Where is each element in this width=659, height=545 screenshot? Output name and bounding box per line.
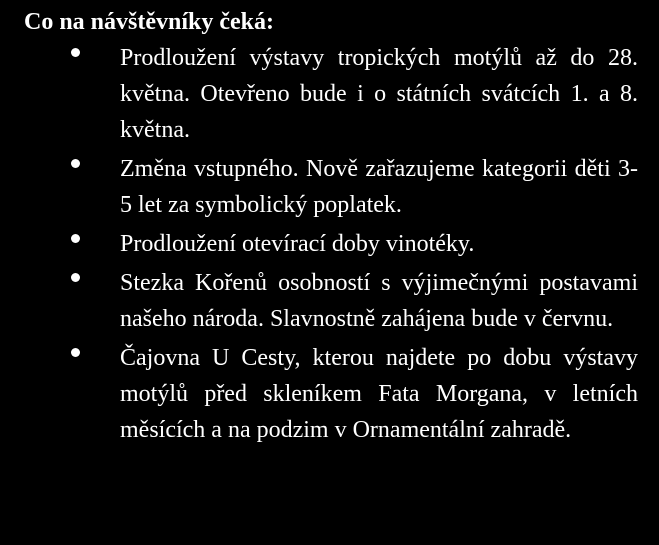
bullet-icon: [71, 234, 80, 243]
list-item-text: Prodloužení výstavy tropických motýlů až do 28. května. Otevřeno bude i o státních svátcích 1. a 8. května.: [120, 45, 638, 143]
list-item: [0, 265, 659, 337]
list-item-text: Stezka Kořenů osobností s výjimečnými postavami našeho národa. Slavnostně zahájena bude v červnu.: [120, 270, 638, 332]
list-item: [0, 340, 659, 448]
bullet-icon: [71, 159, 80, 168]
bullet-list: [0, 40, 659, 451]
list-item-text: Čajovna U Cesty, kterou najdete po dobu výstavy motýlů před skleníkem Fata Morgana, v letních měsících a na podzim v Ornamentální zahradě.: [120, 345, 638, 443]
list-item: [0, 151, 659, 223]
list-item-text: Změna vstupného. Nově zařazujeme kategorii děti 3-5 let za symbolický poplatek.: [120, 156, 638, 218]
list-item: [0, 40, 659, 148]
section-heading: Co na návštěvníky čeká:: [24, 9, 275, 35]
list-item: [0, 226, 659, 262]
list-item-text: Prodloužení otevírací doby vinotéky.: [120, 231, 475, 257]
bullet-icon: [71, 48, 80, 57]
bullet-icon: [71, 273, 80, 282]
bullet-icon: [71, 348, 80, 357]
